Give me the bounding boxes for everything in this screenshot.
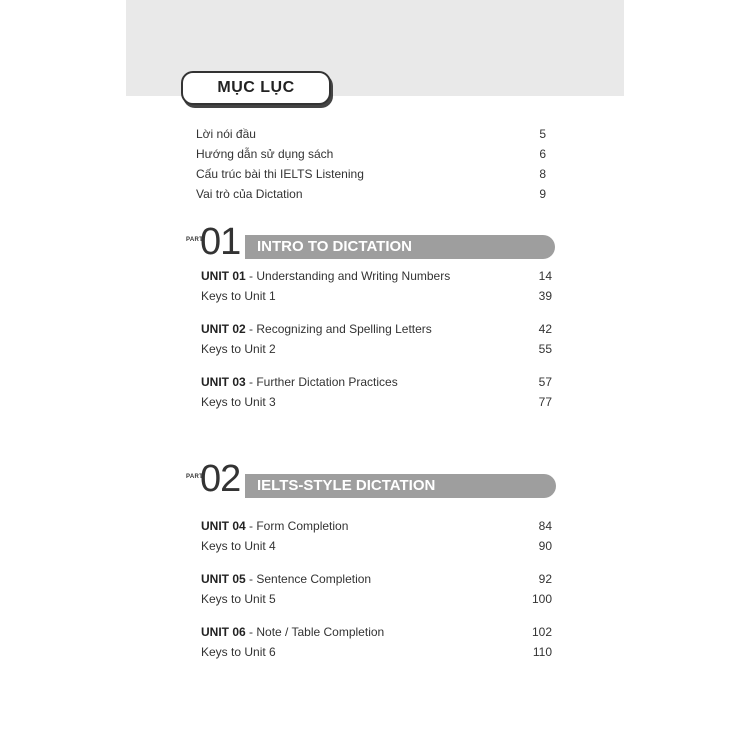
unit-entry [201,571,552,587]
unit-name: - Further Dictation Practices [245,375,398,389]
entry-page: 84 [538,519,552,533]
entry-label: Vai trò của Dictation [196,187,303,201]
entry-page: 77 [538,395,552,409]
entry-page: 57 [538,375,552,389]
unit-number: UNIT 06 [201,625,246,639]
unit-number: UNIT 05 [201,572,246,586]
unit-name: - Recognizing and Spelling Letters [245,322,432,336]
part-tag: PART [186,237,204,243]
part-title-bar: INTRO TO DICTATION [245,235,555,259]
keys-entry [201,538,552,554]
unit-entry [201,624,552,640]
unit-number: UNIT 03 [201,375,246,389]
unit-name: - Form Completion [245,519,349,533]
entry-page: 92 [538,572,552,586]
entry-page: 39 [538,289,552,303]
entry-label: Cấu trúc bài thi IELTS Listening [196,167,364,181]
entry-page: 100 [531,592,552,606]
keys-label: Keys to Unit 1 [201,289,276,303]
keys-label: Keys to Unit 3 [201,395,276,409]
entry-page: 55 [538,342,552,356]
intro-entry [196,166,546,182]
keys-entry [201,394,552,410]
toc-title: MỤC LỤC [181,71,331,105]
intro-entry [196,126,546,142]
entry-page: 110 [532,645,552,659]
entry-page: 90 [538,539,552,553]
keys-entry [201,591,552,607]
entry-label: Hướng dẫn sử dụng sách [196,147,334,161]
intro-entry [196,186,546,202]
entry-page: 8 [539,167,546,181]
keys-entry [201,288,552,304]
part-number: 01 [200,221,241,263]
unit-entry [201,374,552,390]
unit-number: UNIT 04 [201,519,246,533]
keys-label: Keys to Unit 4 [201,539,276,553]
entry-label: Lời nói đầu [196,127,256,141]
unit-number: UNIT 02 [201,322,246,336]
keys-label: Keys to Unit 2 [201,342,276,356]
keys-label: Keys to Unit 6 [201,645,276,659]
part-title-bar: IELTS-STYLE DICTATION [245,474,556,498]
entry-page: 42 [538,322,552,336]
unit-name: - Understanding and Writing Numbers [245,269,451,283]
unit-entry [201,321,552,337]
unit-number: UNIT 01 [201,269,246,283]
unit-entry [201,518,552,534]
entry-page: 102 [531,625,552,639]
keys-entry [201,341,552,357]
entry-page: 9 [539,187,546,201]
keys-label: Keys to Unit 5 [201,592,276,606]
entry-page: 5 [539,127,546,141]
part-tag: PART [186,474,204,480]
unit-name: - Note / Table Completion [245,625,385,639]
keys-entry [201,644,552,660]
unit-entry [201,268,552,284]
part-number: 02 [200,458,241,500]
intro-entry [196,146,546,162]
entry-page: 6 [539,147,546,161]
unit-name: - Sentence Completion [245,572,372,586]
entry-page: 14 [538,269,552,283]
